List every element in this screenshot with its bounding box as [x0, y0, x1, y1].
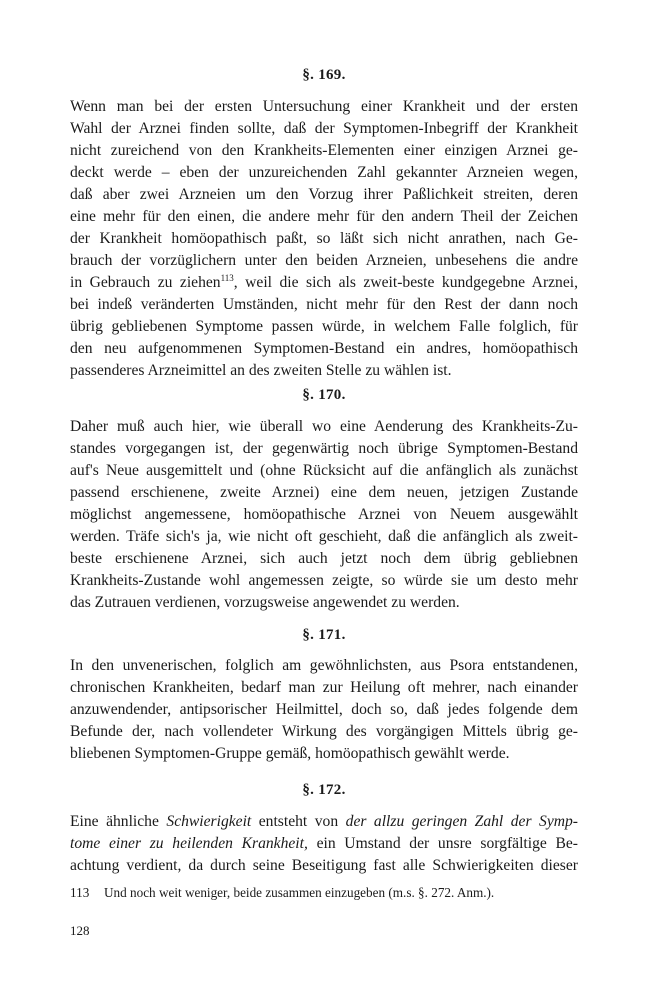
text-line: auf's Neue ausgemittelt und (ohne Rücksicht auf die anfänglich als zunächst	[70, 462, 578, 479]
section-heading-169: §. 169.	[302, 67, 346, 83]
text-line: deckt werde – eben der unzureichenden Zahl gekannter Arzneien wegen,	[70, 164, 578, 181]
text-line: bei indeß veränderten Umständen, nicht mehr für den Rest der dann noch	[70, 296, 578, 313]
text-line: den neu aufgenommenen Symptomen-Bestand ein andres, homöopathisch	[70, 340, 578, 357]
text-line: möglichst angemessene, homöopathische Arznei von Neuem ausgewählt	[70, 506, 578, 523]
footnote	[70, 883, 578, 903]
text-line-with-footnote	[70, 272, 578, 294]
text-line: brauch der vorzüglichern unter den beiden Arzneien, unbesehens die andre	[70, 252, 578, 269]
section-heading-170: §. 170.	[302, 387, 346, 403]
text-line: In den unvenerischen, folglich am gewöhnlichsten, aus Psora entstandenen,	[70, 657, 578, 674]
text-segment: ein Umstand der unsre sorgfältige Be-	[307, 835, 578, 852]
text-line: Wenn man bei der ersten Untersuchung einer Krankheit und der ersten	[70, 98, 578, 115]
text-line: beste erschienene Arznei, sich auch jetzt noch dem übrig gebliebnen	[70, 550, 578, 567]
text-line: nicht zureichend von den Krankheits-Elementen einer einzigen Arznei ge-	[70, 142, 578, 159]
text-line: standes vorgegangen ist, der gegenwärtig noch übrige Symptomen-Bestand	[70, 440, 578, 457]
footnote-number: 113	[70, 885, 90, 900]
text-line: das Zutrauen verdienen, vorzugsweise angewendet zu werden.	[70, 594, 460, 611]
text-line: bliebenen Symptomen-Gruppe gemäß, homöopathisch gewählt werde.	[70, 745, 510, 762]
page-number: 128	[70, 923, 90, 938]
text-line: daß aber zwei Arzneien um den Vorzug ihrer Paßlichkeit streiten, deren	[70, 186, 578, 203]
paragraph-169	[70, 96, 578, 382]
text-line: Wahl der Arznei finden sollte, daß der Symptomen-Inbegriff der Krankheit	[70, 120, 578, 137]
text-line: werden. Träfe sich's ja, wie nicht oft geschieht, daß die anfänglich als zweit-	[70, 528, 578, 545]
text-line: Befunde der, nach vollendeter Wirkung des vorgängigen Mittels übrig ge-	[70, 723, 578, 740]
text-line: Krankheits-Zustande wohl angemessen zeigte, so würde sie um desto mehr	[70, 572, 578, 589]
text-line: der Krankheit homöopathisch paßt, so läßt sich nicht anrathen, nach Ge-	[70, 230, 578, 247]
paragraph-171	[70, 655, 578, 765]
paragraph-170	[70, 416, 578, 614]
text-line	[70, 811, 578, 833]
text-line: übrig gebliebenen Symptome passen würde, in welchem Falle folglich, für	[70, 318, 578, 335]
section-heading-172: §. 172.	[302, 782, 346, 798]
text-segment: Eine ähnliche	[70, 813, 167, 830]
emphasis-text: Schwierigkeit	[166, 813, 252, 830]
text-line	[70, 833, 578, 855]
text-line: passend erschienene, zweite Arznei) eine dem neuen, jetzigen Zustande	[70, 484, 578, 501]
text-line: Daher muß auch hier, wie überall wo eine Aenderung des Krankheits-Zu-	[70, 418, 578, 435]
text-line: achtung verdient, da durch seine Beseitigung fast alle Schwierigkeiten dieser	[70, 857, 578, 874]
paragraph-172	[70, 811, 578, 877]
text-line: chronischen Krankheiten, bedarf man zur Heilung oft mehrer, nach einander	[70, 679, 578, 696]
text-line: eine mehr für den einen, die andere mehr für den andern Theil der Zeichen	[70, 208, 578, 225]
emphasis-text: der allzu geringen Zahl der Symp-	[345, 813, 578, 830]
text-line: passenderes Arzneimittel an des zweiten Stelle zu wählen ist.	[70, 362, 452, 379]
text-line: anzuwendender, antipsorischer Heilmittel, doch so, daß jedes folgende dem	[70, 701, 578, 718]
text-segment: in Gebrauch zu ziehen	[70, 274, 221, 291]
footnote-reference: 113	[220, 273, 234, 283]
text-segment: entsteht von	[251, 813, 346, 830]
footnote-text: Und noch weit weniger, beide zusammen einzugeben (m.s. §. 272. Anm.).	[104, 885, 495, 900]
emphasis-text: tome einer zu heilenden Krankheit,	[70, 835, 308, 852]
section-heading-171: §. 171.	[302, 627, 346, 643]
text-segment: , weil die sich als zweit-beste kundgegebne Arznei,	[233, 274, 579, 291]
